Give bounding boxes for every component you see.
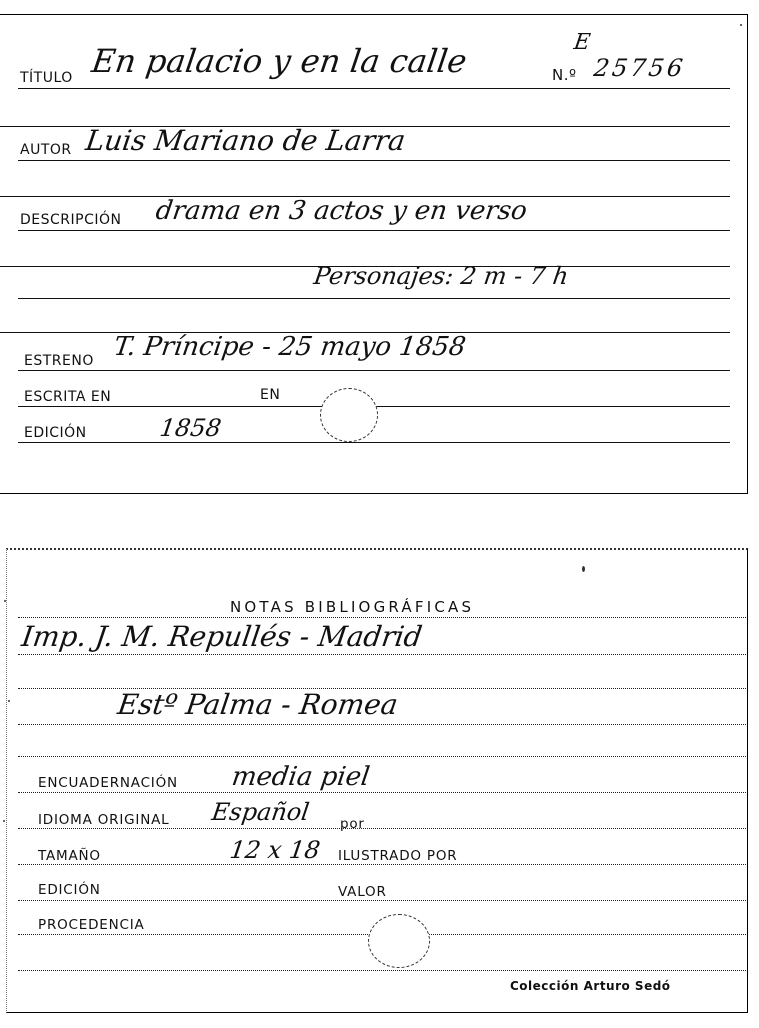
ilustrado-label: ILUSTRADO POR [338, 848, 458, 864]
numero-prefix: E [572, 30, 592, 55]
ruled-line [18, 442, 730, 443]
valor-label: VALOR [338, 884, 387, 900]
por-label: por [340, 816, 365, 832]
ruled-line [18, 724, 746, 725]
descripcion-label: DESCRIPCIÓN [20, 212, 122, 228]
ruled-line [18, 900, 746, 901]
ruled-line [18, 298, 730, 299]
note-line: Estº Palma - Romea [115, 688, 400, 721]
edicion-label: EDICIÓN [38, 882, 101, 898]
numero-value: 25756 [592, 54, 688, 82]
en-label: EN [260, 387, 281, 403]
ruled-line [18, 88, 730, 89]
ruled-line [18, 792, 746, 793]
encuadernacion-value: media piel [229, 762, 372, 792]
ruled-line [18, 654, 746, 655]
edicion-label: EDICIÓN [24, 425, 87, 441]
idioma-value: Español [210, 798, 312, 826]
titulo-label: TÍTULO [20, 70, 73, 86]
scan-speck [740, 24, 742, 26]
autor-label: AUTOR [20, 142, 72, 158]
scan-speck [8, 700, 10, 702]
titulo-value: En palacio y en la calle [89, 42, 470, 80]
ruled-line [18, 617, 746, 618]
estreno-label: ESTRENO [24, 353, 94, 369]
scan-speck [4, 600, 6, 602]
ruled-line [18, 828, 746, 829]
edicion-value: 1858 [158, 414, 224, 442]
procedencia-label: PROCEDENCIA [38, 917, 145, 933]
tamano-value: 12 x 18 [228, 836, 322, 864]
personajes-value: Personajes: 2 m - 7 h [312, 262, 571, 290]
autor-value: Luis Mariano de Larra [83, 124, 408, 157]
ruled-line [18, 230, 730, 231]
note-line: Imp. J. M. Repullés - Madrid [19, 620, 425, 653]
encuadernacion-label: ENCUADERNACIÓN [38, 775, 178, 791]
ruled-line [18, 160, 730, 161]
ruled-line [18, 756, 746, 757]
numero-label: N.º [552, 66, 577, 84]
ruled-line [18, 970, 746, 971]
tamano-label: TAMAÑO [38, 848, 101, 864]
collection-credit: Colección Arturo Sedó [510, 979, 671, 993]
idioma-label: IDIOMA ORIGINAL [38, 812, 170, 828]
ruled-line [18, 864, 746, 865]
escrita-en-label: ESCRITA EN [24, 389, 112, 405]
punch-hole [320, 388, 378, 442]
descripcion-value: drama en 3 actos y en verso [153, 196, 529, 226]
scan-speck [3, 820, 5, 822]
scan-speck [582, 566, 585, 572]
estreno-value: T. Príncipe - 25 mayo 1858 [111, 332, 468, 362]
notes-title: NOTAS BIBLIOGRÁFICAS [230, 598, 475, 616]
ruled-line [18, 370, 730, 371]
punch-hole [368, 914, 430, 968]
